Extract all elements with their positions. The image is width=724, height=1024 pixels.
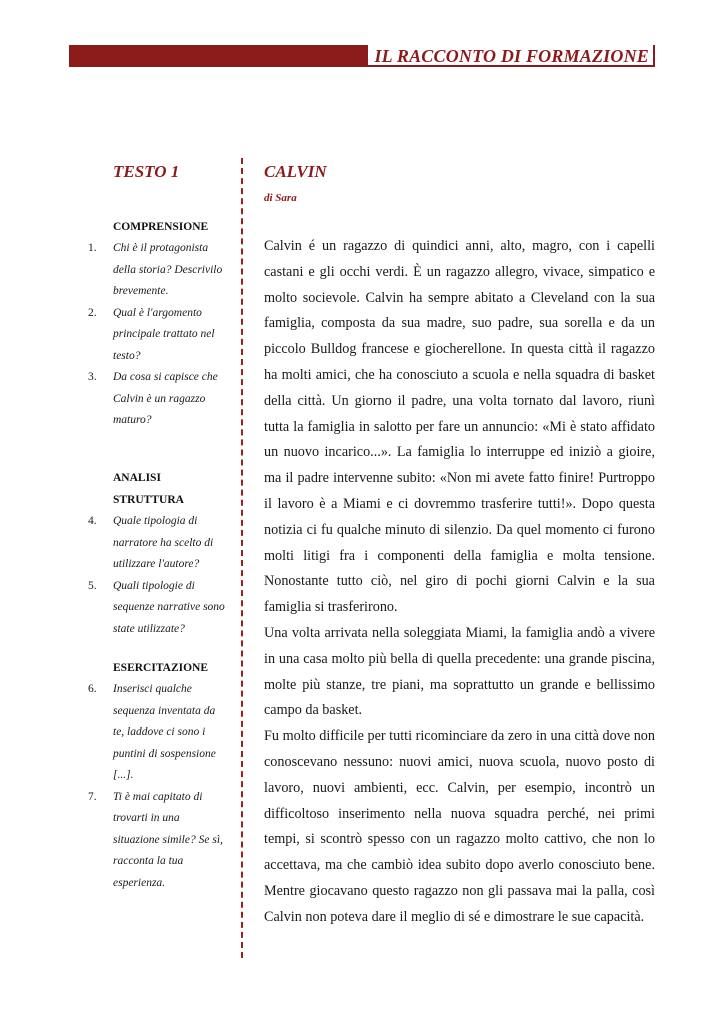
analisi-list [88,511,228,640]
story-title: CALVIN [264,162,327,181]
story-body [264,234,655,931]
question-item: 7. Ti è mai capitato di trovarti in una situazione simile? Se sì, racconta la tua esperienza. [88,790,223,889]
story-paragraph: Calvin é un ragazzo di quindici anni, alto, magro, con i capelli castani e gli occhi verdi. È un ragazzo allegro, vivace, simpatico e molto socievole. Calvin ha sempre abitato a Cleveland con la sua famiglia, composta da sua madre, suo padre, sua sorella e da un piccolo Bulldog francese e giocherellone. In questa città il ragazzo ha molti amici, che ha conosciuto a scuola e nella squadra di basket della città. Un giorno il padre, una volta tornato dal lavoro, riunì tutta la famiglia in salotto per fare un annuncio: «Mi è stato affidato un nuovo incarico...». La famiglia lo interruppe ed iniziò a gioire, ma il padre intervenne subito: «Non mi avete fatto finire! Purtroppo il lavoro è a Miami e ci dovremmo trasferire tutti!». Dopo questa notizia ci fu qualche minuto di silenzio. Da quel momento ci furono molti litigi fra i componenti della famiglia e molta tensione. Nonostante tutto ciò, nel giro di pochi giorni Calvin e la sua famiglia si trasferirono. [264,238,655,616]
question-item: 5. Quali tipologie di sequenze narrative sono state utilizzate? [88,579,225,635]
story-paragraph: Fu molto difficile per tutti ricominciare da zero in una città dove non conoscevano nessuno: nuovi amici, nuova scuola, nuovo posto di lavoro, nuovi ambienti, ecc. Calvin, per esempio, incontrò un difficoltoso inserimento nella nuova squadra perché, nei primi tempi, si scontrò spesso con un ragazzo molto cattivo, che non lo accettava, ma che cambiò idea subito dopo averlo conosciuto bene. Mentre giocavano questo ragazzo non gli passava mai la palla, così Calvin non poteva dare il meglio di sé e dimostrare le sue capacità. [264,728,655,925]
esercitazione-title: ESERCITAZIONE [113,662,209,674]
column-divider [241,158,243,958]
comprensione-list [88,238,228,432]
comprensione-title: COMPRENSIONE [113,221,209,233]
question-item: 4. Quale tipologia di narratore ha scelto di utilizzare l'autore? [88,515,214,570]
question-item: 3. Da cosa si capisce che Calvin è un ragazzo maturo? [88,371,218,426]
header-band [69,45,655,67]
esercitazione-list [88,679,228,894]
sidebar-heading: TESTO 1 [113,162,180,181]
question-item: 6. Inserisci qualche sequenza inventata da te, laddove ci sono i puntini di sospensione [...]. [88,683,216,781]
question-item: 2. Qual è l'argomento principale trattato nel testo? [88,306,215,362]
analisi-title: ANALISI STRUTTURA [113,472,184,506]
question-item: 1. Chi è il protagonista della storia? Descrivilo brevemente. [88,242,223,297]
story-paragraph: Una volta arrivata nella soleggiata Miami, la famiglia andò a vivere in una casa molto più bella di quella precedente: una grande piscina, molte più stanze, tre piani, ma soprattutto un grande e bellissimo campo da basket. [264,624,655,719]
story-author: di Sara [264,192,297,204]
page-title: IL RACCONTO DI FORMAZIONE [368,45,653,67]
